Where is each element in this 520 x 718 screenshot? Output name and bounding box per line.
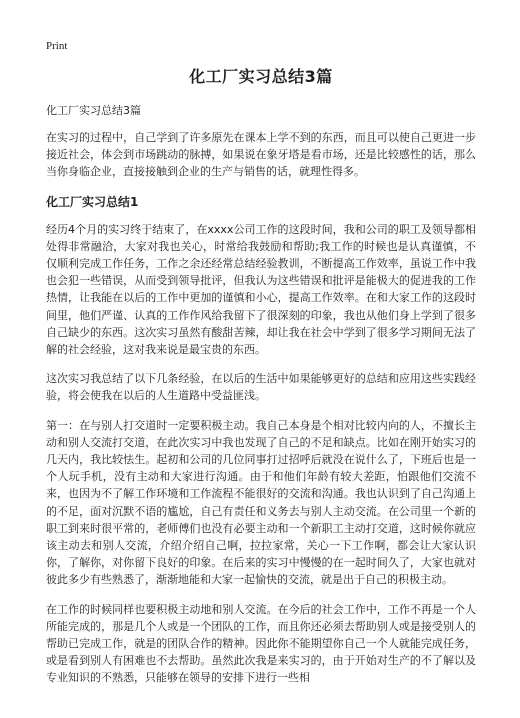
print-link[interactable]: Print (46, 40, 68, 52)
document-subtitle: 化工厂实习总结3篇 (46, 104, 141, 117)
document-body (46, 66, 476, 699)
body-paragraph-3: 第一：在与别人打交道时一定要积极主动。我自己本身是个相对比较内向的人，不擅长主动和别人交流打交道，在此次实习中我也发现了自己的不足和缺点。比如在刚开始实习的几天内，我比较怯生。起初和公司的几位同事打过招呼后就没在说什么了，下班后也是一个人玩手机，没有主动和大家进行沟通。由于和他们年龄有较大差距，怕跟他们交流不来，也因为不了解工作环境和工作流程不能很好的交流和沟通。我也认识到了自己沟通上的不足，面对沉默不语的尴尬，自己有责任和义务去与别人主动交流。在公司里一个新的职工到来时很平常的，老师傅们也没有必要主动和一个新职工主动打交道，这时候你就应该主动去和别人交流，介绍介绍自己啊，拉拉家常，关心一下工作啊，都会让大家认识你，了解你，对你留下良好的印象。在后来的实习中慢慢的在一起时间久了，大家也就对彼此多少有些熟悉了，渐渐地能和大家一起愉快的交流，就是出于自己的积极主动。 (46, 418, 476, 587)
section-heading: 化工厂实习总结1 (46, 194, 139, 209)
body-paragraph-1: 经历4个月的实习终于结束了，在xxxx公司工作的这段时间，我和公司的职工及领导都相处得非常融洽，大家对我也关心，时常给我鼓励和帮助;我工作的时候也是认真谨慎，不仅顺利完成工作任务，工作之余还经常总结经验教训，不断提高工作效率，虽说工作中我也会犯一些错误，从而受到领导批评，但我认为这些错误和批评是能极大的促进我的工作热情，让我能在以后的工作中更加的谨慎和小心，提高工作效率。在和大家工作的这段时间里，他们严谨、认真的工作作风给我留下了很深刻的印象，我也从他们身上学到了很多自己缺少的东西。这次实习虽然有酸甜苦辣，却让我在社会中学到了很多学习期间无法了解的社会经验，这对我来说是最宝贵的东西。 (46, 222, 476, 357)
body-paragraph-4: 在工作的时候同样也要积极主动地和别人交流。在今后的社会工作中，工作不再是一个人所能完成的，那是几个人或是一个团队的工作，而且你还必须去帮助别人或是接受别人的帮助已完成工作，就是的团队合作的精神。因此你不能期望你自己一个人就能完成任务，或是看到别人有困难也不去帮助。虽然此次我是来实习的，由于开始对生产的不了解以及专业知识的不熟悉，只能够在领导的安排下进行一些相 (46, 602, 476, 685)
intro-paragraph: 在实习的过程中，自己学到了许多原先在课本上学不到的东西，而且可以使自己更进一步接近社会，体会到市场跳动的脉搏，如果说在象牙塔是看市场，还是比较感性的话，那么当你身临企业，直接接触到企业的生产与销售的话，就理性得多。 (46, 131, 476, 179)
document-title: 化工厂实习总结3篇 (189, 67, 333, 86)
body-paragraph-2: 这次实习我总结了以下几条经验，在以后的生活中如果能够更好的总结和应用这些实践经验，将会使我在以后的人生道路中受益匪浅。 (46, 372, 476, 403)
